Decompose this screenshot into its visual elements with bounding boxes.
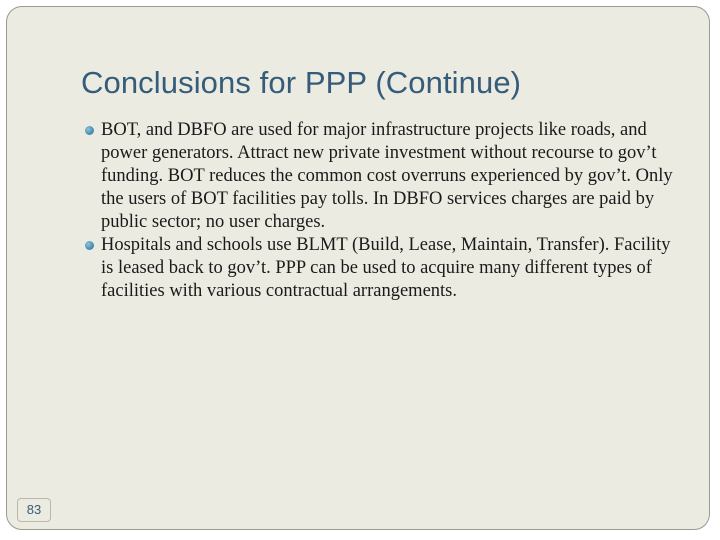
bullet-text: BOT, and DBFO are used for major infrastructure projects like roads, and power generators. Attract new private investment without recourse to gov’t funding. BOT reduces the common cost overruns experienced by gov’t. Only the users of BOT facilities pay tolls. In DBFO services charges are paid by public sector; no user charges. <box>101 120 673 232</box>
slide <box>6 6 710 530</box>
bullet-list <box>85 119 675 303</box>
slide-title: Conclusions for PPP (Continue) <box>81 65 522 100</box>
slide-number: 83 <box>17 498 51 522</box>
bullet-dot-icon <box>85 241 94 250</box>
bullet-item <box>85 234 675 303</box>
bullet-item <box>85 119 675 234</box>
bullet-text: Hospitals and schools use BLMT (Build, Lease, Maintain, Transfer). Facility is leased back to gov’t. PPP can be used to acquire many different types of facilities with various contractual arrangements. <box>101 235 671 301</box>
bullet-dot-icon <box>85 126 94 135</box>
